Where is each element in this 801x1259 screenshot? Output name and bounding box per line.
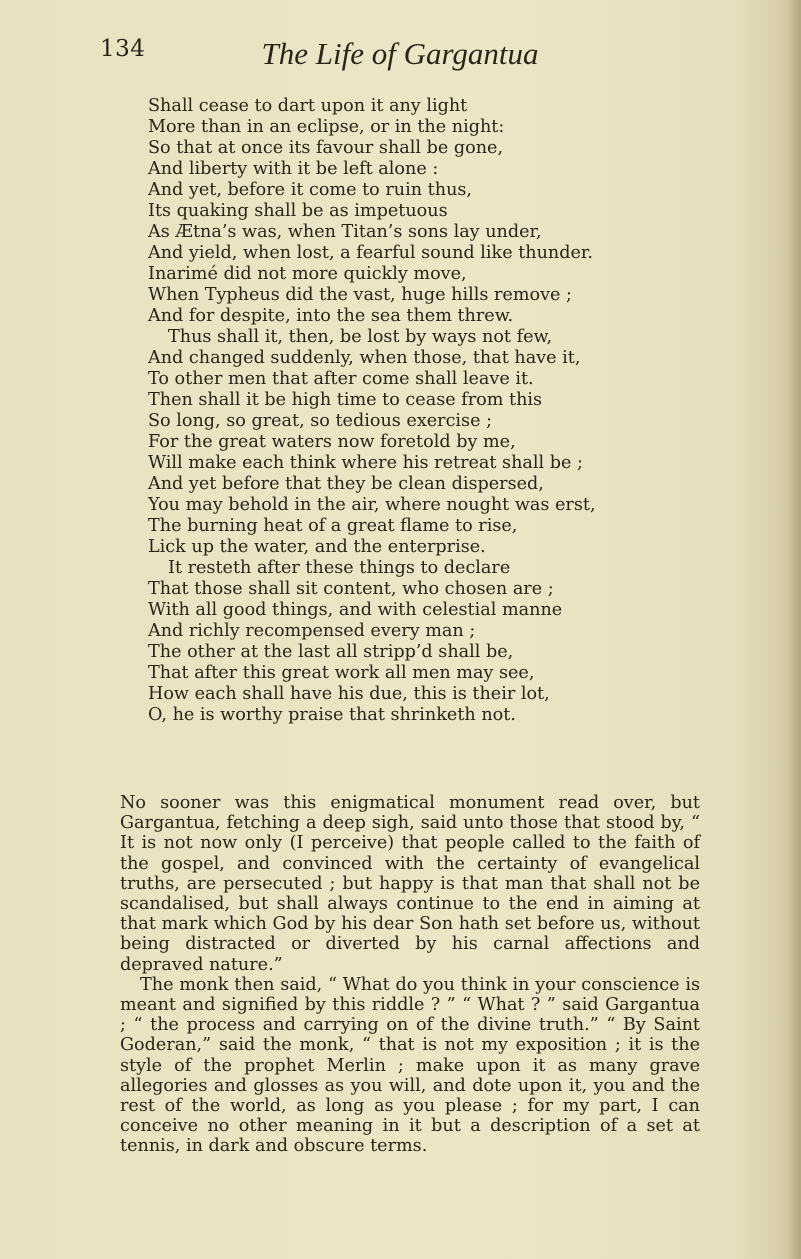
- poem-line: With all good things, and with celestial manne: [148, 600, 563, 620]
- poem-line: How each shall have his due, this is their lot,: [148, 684, 550, 704]
- poem-line: When Typheus did the vast, huge hills remove ;: [148, 285, 572, 305]
- poem-line: It resteth after these things to declare: [168, 558, 511, 578]
- poem-line: And changed suddenly, when those, that have it,: [148, 348, 581, 368]
- poem-line: For the great waters now foretold by me,: [148, 432, 516, 452]
- poem-block: [148, 96, 708, 726]
- poem-line: Will make each think where his retreat shall be ;: [148, 453, 583, 473]
- poem-line: Inarimé did not more quickly move,: [148, 264, 467, 284]
- poem-line: Lick up the water, and the enterprise.: [148, 537, 486, 557]
- page-number: 134: [100, 36, 146, 62]
- poem-line: And yet, before it come to ruin thus,: [148, 180, 473, 200]
- page-header: [100, 36, 700, 76]
- poem-line: You may behold in the air, where nought was erst,: [148, 495, 596, 515]
- poem-line: And richly recompensed every man ;: [148, 621, 476, 641]
- running-title: The Life of Gargantua: [261, 36, 539, 71]
- prose-paragraph: The monk then said, “ What do you think in your conscience is meant and signified by this riddle ? ” “ What ? ” said Gargantua ; “ the process and carrying on of the divine truth.” “ By Saint Goderan,” said the monk, “ that is not my exposition ; it is the style of the prophet Merlin ; make upon it as many grave allegories and glosses as you will, and dote upon it, you and the rest of the world, as long as you please ; for my part, I can conceive no other meaning in it but a description of a set at tennis, in dark and obscure terms.: [120, 974, 700, 1157]
- poem-line: More than in an eclipse, or in the night:: [148, 117, 505, 137]
- poem-line: O, he is worthy praise that shrinketh not.: [148, 705, 516, 725]
- poem-line: The other at the last all stripp’d shall be,: [148, 642, 514, 662]
- poem-line: And yield, when lost, a fearful sound like thunder.: [148, 243, 594, 263]
- poem-line: That those shall sit content, who chosen are ;: [148, 579, 554, 599]
- poem-line: The burning heat of a great flame to rise,: [148, 516, 518, 536]
- poem-line: As Ætna’s was, when Titan’s sons lay under,: [148, 222, 542, 242]
- poem-line: And for despite, into the sea them threw.: [148, 306, 514, 326]
- poem-line: And liberty with it be left alone :: [148, 159, 439, 179]
- poem-line: Shall cease to dart upon it any light: [148, 96, 468, 116]
- poem-line: Thus shall it, then, be lost by ways not few,: [168, 327, 553, 347]
- poem-line: That after this great work all men may see,: [148, 663, 535, 683]
- poem-line: Then shall it be high time to cease from this: [148, 390, 543, 410]
- prose-block: [120, 793, 700, 1157]
- prose-paragraph: No sooner was this enigmatical monument read over, but Gargantua, fetching a deep sigh, said unto those that stood by, “ It is not now only (I perceive) that people called to the faith of the gospel, and convinced with the certainty of evangelical truths, are persecuted ; but happy is that man that shall not be scandalised, but shall always continue to the end in aiming at that mark which God by his dear Son hath set before us, without being distracted or diverted by his carnal affections and depraved nature.”: [120, 793, 700, 975]
- poem-line: And yet before that they be clean dispersed,: [148, 474, 544, 494]
- poem-line: So long, so great, so tedious exercise ;: [148, 411, 493, 431]
- poem-line: Its quaking shall be as impetuous: [148, 201, 448, 221]
- poem-line: So that at once its favour shall be gone,: [148, 138, 504, 158]
- page-edge-shadow: [787, 0, 801, 1259]
- poem-line: To other men that after come shall leave it.: [148, 369, 534, 389]
